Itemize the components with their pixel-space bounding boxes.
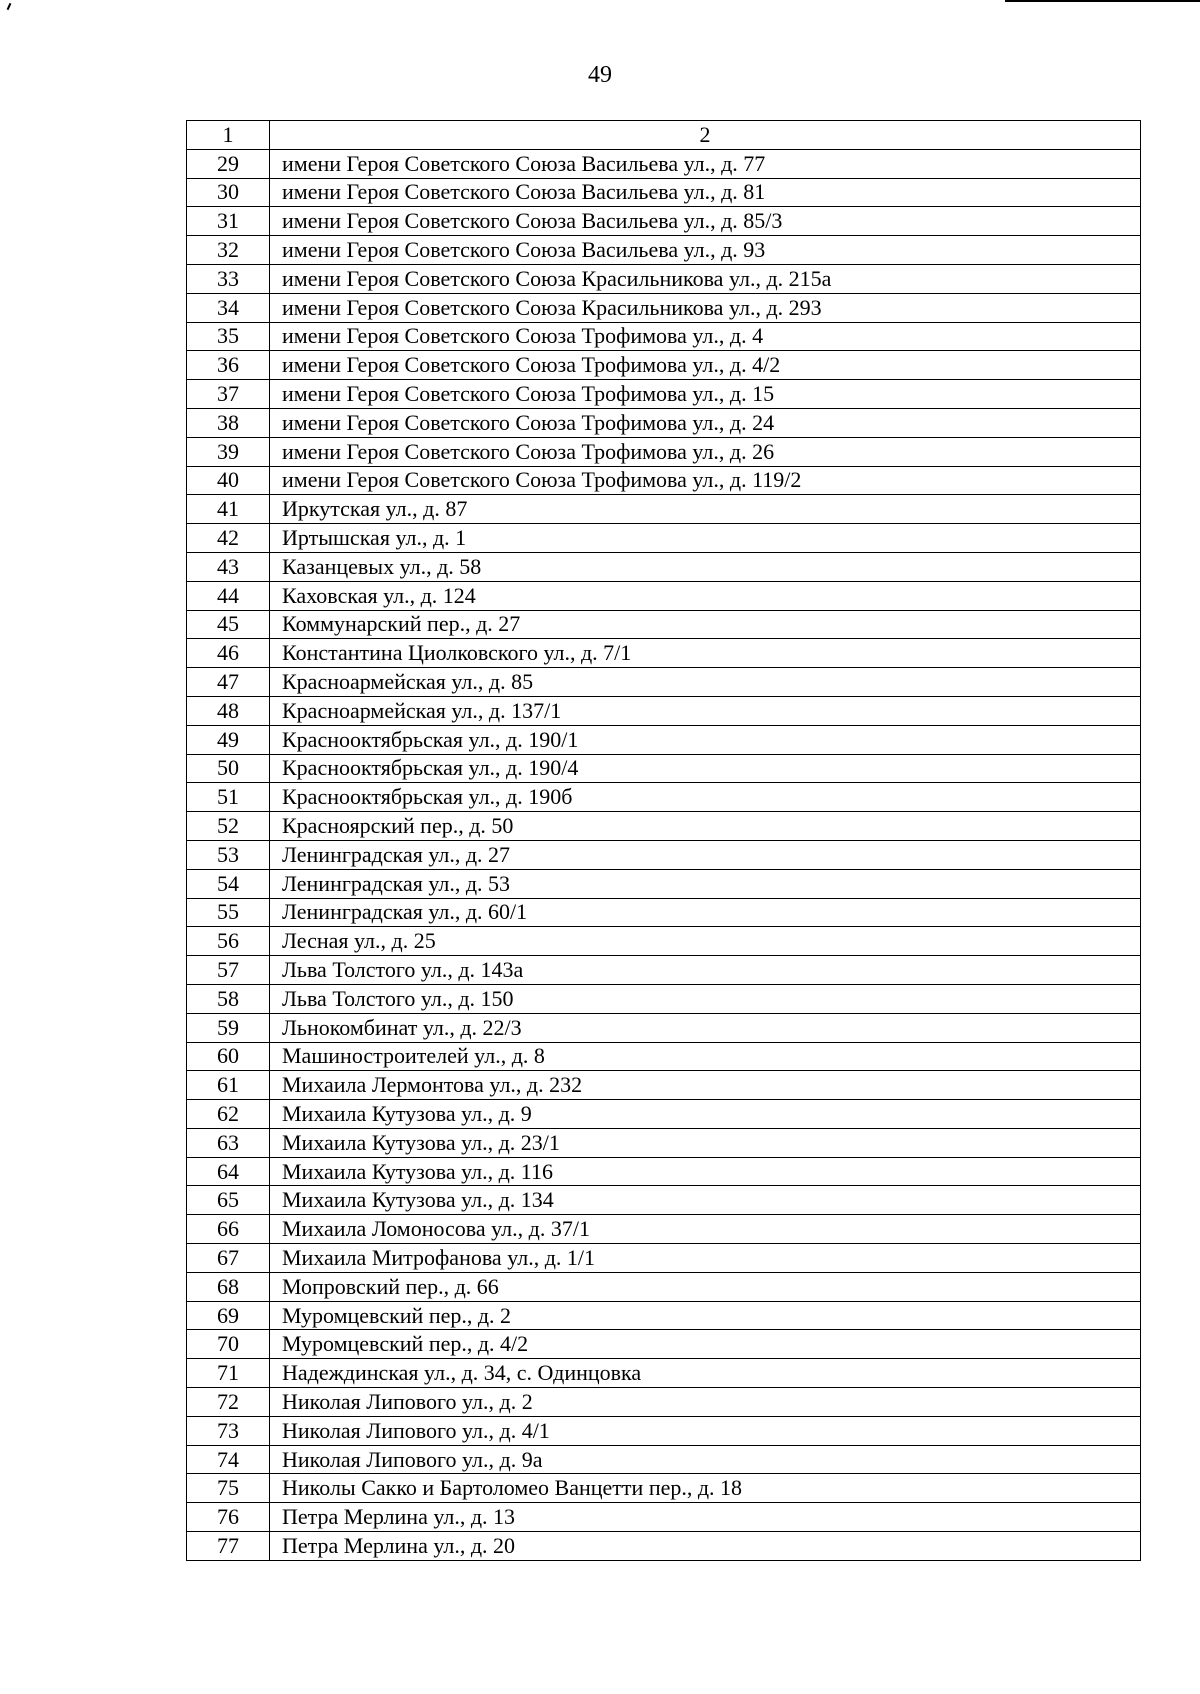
table-row	[187, 552, 1141, 581]
row-address: Михаила Митрофанова ул., д. 1/1	[270, 1244, 1141, 1273]
row-number: 64	[187, 1157, 270, 1186]
row-address: Краснооктябрьская ул., д. 190/4	[270, 754, 1141, 783]
table-row	[187, 149, 1141, 178]
table-row	[187, 984, 1141, 1013]
row-address: Михаила Кутузова ул., д. 134	[270, 1186, 1141, 1215]
row-number: 58	[187, 984, 270, 1013]
table-row	[187, 1474, 1141, 1503]
table-row	[187, 524, 1141, 553]
row-address: Каховская ул., д. 124	[270, 581, 1141, 610]
scan-mark-top-right	[1005, 0, 1200, 2]
row-number: 39	[187, 437, 270, 466]
row-address: Михаила Кутузова ул., д. 9	[270, 1100, 1141, 1129]
row-number: 73	[187, 1416, 270, 1445]
row-number: 37	[187, 380, 270, 409]
row-address: Николая Липового ул., д. 2	[270, 1388, 1141, 1417]
table-row	[187, 1388, 1141, 1417]
header-col-address: 2	[270, 121, 1141, 150]
row-address: Михаила Кутузова ул., д. 23/1	[270, 1128, 1141, 1157]
row-address: Николая Липового ул., д. 4/1	[270, 1416, 1141, 1445]
row-address: Муромцевский пер., д. 2	[270, 1301, 1141, 1330]
row-number: 46	[187, 639, 270, 668]
row-number: 55	[187, 898, 270, 927]
table-row	[187, 466, 1141, 495]
row-number: 29	[187, 149, 270, 178]
row-address: Михаила Ломоносова ул., д. 37/1	[270, 1215, 1141, 1244]
row-number: 59	[187, 1013, 270, 1042]
table-row	[187, 408, 1141, 437]
row-number: 75	[187, 1474, 270, 1503]
header-col-number: 1	[187, 121, 270, 150]
table-row	[187, 1244, 1141, 1273]
row-number: 74	[187, 1445, 270, 1474]
row-address: Муромцевский пер., д. 4/2	[270, 1330, 1141, 1359]
table-row	[187, 610, 1141, 639]
table-row	[187, 1100, 1141, 1129]
row-number: 50	[187, 754, 270, 783]
table-row	[187, 1532, 1141, 1561]
row-number: 62	[187, 1100, 270, 1129]
table-row	[187, 322, 1141, 351]
row-address: Коммунарский пер., д. 27	[270, 610, 1141, 639]
table-row	[187, 1445, 1141, 1474]
row-address: Красноярский пер., д. 50	[270, 812, 1141, 841]
table-row	[187, 783, 1141, 812]
row-address: имени Героя Советского Союза Васильева ул., д. 81	[270, 178, 1141, 207]
table-row	[187, 639, 1141, 668]
row-number: 44	[187, 581, 270, 610]
row-number: 33	[187, 264, 270, 293]
row-number: 56	[187, 927, 270, 956]
table-row	[187, 293, 1141, 322]
row-address: Надеждинская ул., д. 34, с. Одинцовка	[270, 1359, 1141, 1388]
table-row	[187, 178, 1141, 207]
table-row	[187, 725, 1141, 754]
table-row	[187, 351, 1141, 380]
row-number: 45	[187, 610, 270, 639]
row-number: 66	[187, 1215, 270, 1244]
row-number: 52	[187, 812, 270, 841]
scan-mark-top-left	[7, 3, 12, 10]
row-address: имени Героя Советского Союза Трофимова ул., д. 119/2	[270, 466, 1141, 495]
table-row	[187, 1186, 1141, 1215]
row-number: 60	[187, 1042, 270, 1071]
row-number: 38	[187, 408, 270, 437]
row-number: 49	[187, 725, 270, 754]
row-address: Лесная ул., д. 25	[270, 927, 1141, 956]
table-row	[187, 696, 1141, 725]
row-number: 53	[187, 840, 270, 869]
table-row	[187, 956, 1141, 985]
address-table	[186, 120, 1141, 1561]
table-row	[187, 1013, 1141, 1042]
table-row	[187, 898, 1141, 927]
row-number: 61	[187, 1071, 270, 1100]
table-row	[187, 1301, 1141, 1330]
row-number: 77	[187, 1532, 270, 1561]
row-number: 36	[187, 351, 270, 380]
row-address: имени Героя Советского Союза Красильникова ул., д. 215а	[270, 264, 1141, 293]
table-row	[187, 812, 1141, 841]
row-address: имени Героя Советского Союза Трофимова ул., д. 15	[270, 380, 1141, 409]
row-address: имени Героя Советского Союза Красильникова ул., д. 293	[270, 293, 1141, 322]
row-address: имени Героя Советского Союза Васильева ул., д. 93	[270, 236, 1141, 265]
table-row	[187, 1503, 1141, 1532]
row-number: 67	[187, 1244, 270, 1273]
table-row	[187, 927, 1141, 956]
table-row	[187, 1157, 1141, 1186]
row-number: 43	[187, 552, 270, 581]
row-number: 40	[187, 466, 270, 495]
row-number: 54	[187, 869, 270, 898]
row-address: Иркутская ул., д. 87	[270, 495, 1141, 524]
row-address: Петра Мерлина ул., д. 20	[270, 1532, 1141, 1561]
table-row	[187, 840, 1141, 869]
row-address: Красноармейская ул., д. 85	[270, 668, 1141, 697]
table-row	[187, 1071, 1141, 1100]
table-row	[187, 1416, 1141, 1445]
table-row	[187, 437, 1141, 466]
row-number: 47	[187, 668, 270, 697]
table-row	[187, 1128, 1141, 1157]
row-number: 72	[187, 1388, 270, 1417]
row-address: Ленинградская ул., д. 27	[270, 840, 1141, 869]
table-row	[187, 581, 1141, 610]
row-number: 35	[187, 322, 270, 351]
row-number: 65	[187, 1186, 270, 1215]
row-address: Константина Циолковского ул., д. 7/1	[270, 639, 1141, 668]
row-address: Николы Сакко и Бартоломео Ванцетти пер., д. 18	[270, 1474, 1141, 1503]
row-address: имени Героя Советского Союза Трофимова ул., д. 4/2	[270, 351, 1141, 380]
row-address: Иртышская ул., д. 1	[270, 524, 1141, 553]
table-row	[187, 1359, 1141, 1388]
row-address: Михаила Кутузова ул., д. 116	[270, 1157, 1141, 1186]
row-number: 31	[187, 207, 270, 236]
table-row	[187, 668, 1141, 697]
row-number: 41	[187, 495, 270, 524]
row-number: 57	[187, 956, 270, 985]
row-number: 71	[187, 1359, 270, 1388]
row-address: Михаила Лермонтова ул., д. 232	[270, 1071, 1141, 1100]
row-number: 70	[187, 1330, 270, 1359]
row-number: 30	[187, 178, 270, 207]
row-address: Краснооктябрьская ул., д. 190б	[270, 783, 1141, 812]
table-header-row	[187, 121, 1141, 150]
table-row	[187, 495, 1141, 524]
row-address: имени Героя Советского Союза Трофимова ул., д. 4	[270, 322, 1141, 351]
table-row	[187, 1330, 1141, 1359]
row-address: имени Героя Советского Союза Васильева ул., д. 77	[270, 149, 1141, 178]
row-number: 69	[187, 1301, 270, 1330]
row-address: Николая Липового ул., д. 9а	[270, 1445, 1141, 1474]
table-row	[187, 1272, 1141, 1301]
row-number: 51	[187, 783, 270, 812]
row-number: 32	[187, 236, 270, 265]
row-address: Ленинградская ул., д. 53	[270, 869, 1141, 898]
row-address: Петра Мерлина ул., д. 13	[270, 1503, 1141, 1532]
table-row	[187, 1215, 1141, 1244]
row-address: Льнокомбинат ул., д. 22/3	[270, 1013, 1141, 1042]
row-number: 48	[187, 696, 270, 725]
row-address: Мопровский пер., д. 66	[270, 1272, 1141, 1301]
row-number: 34	[187, 293, 270, 322]
table-row	[187, 1042, 1141, 1071]
table-row	[187, 754, 1141, 783]
row-address: имени Героя Советского Союза Васильева ул., д. 85/3	[270, 207, 1141, 236]
row-address: Льва Толстого ул., д. 143а	[270, 956, 1141, 985]
row-address: имени Героя Советского Союза Трофимова ул., д. 26	[270, 437, 1141, 466]
table-body	[187, 121, 1141, 1561]
row-number: 42	[187, 524, 270, 553]
table-row	[187, 207, 1141, 236]
row-address: имени Героя Советского Союза Трофимова ул., д. 24	[270, 408, 1141, 437]
row-address: Машиностроителей ул., д. 8	[270, 1042, 1141, 1071]
table-row	[187, 380, 1141, 409]
table-row	[187, 869, 1141, 898]
row-address: Краснооктябрьская ул., д. 190/1	[270, 725, 1141, 754]
page-number: 49	[588, 62, 612, 88]
row-address: Красноармейская ул., д. 137/1	[270, 696, 1141, 725]
table-row	[187, 264, 1141, 293]
row-address: Льва Толстого ул., д. 150	[270, 984, 1141, 1013]
table-row	[187, 236, 1141, 265]
row-address: Казанцевых ул., д. 58	[270, 552, 1141, 581]
row-number: 76	[187, 1503, 270, 1532]
row-number: 68	[187, 1272, 270, 1301]
row-number: 63	[187, 1128, 270, 1157]
row-address: Ленинградская ул., д. 60/1	[270, 898, 1141, 927]
